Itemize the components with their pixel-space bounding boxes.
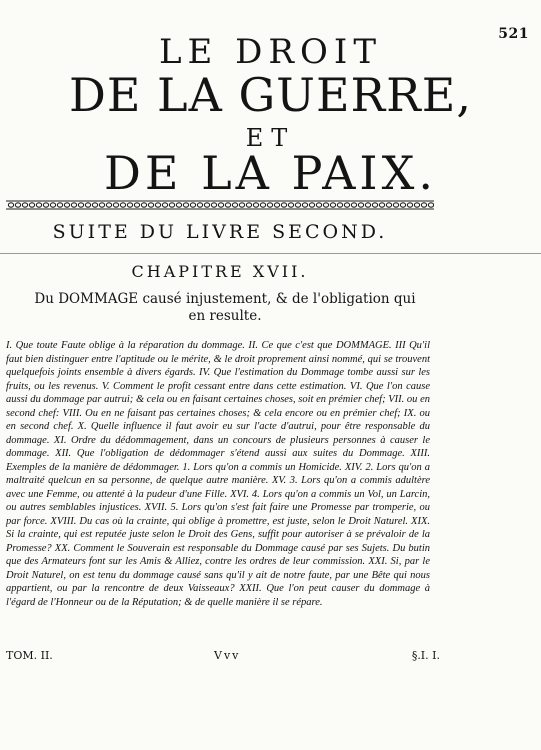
title-line-2: DE LA GUERRE, <box>68 68 473 122</box>
summary-paragraph: I. Que toute Faute oblige à la réparation du dommage. II. Ce que c'est que DOMMAGE. III Qu'il faut bien distinguer entre l'aptitude ou le mérite, & le droit proprement ainsi nommé, qui se trouvent quelquefois joints ensemble à divers égards. IV. Que l'estimation du Dommage tombe aussi sur les fruits, ou les revenus. V. Comment le profit cessant entre dans cette estimation. VI. Que l'on cause aussi du dommage par autrui; & cela ou en faisant certaines choses, soit en prémier chef; VII. ou en second chef: VIII. Ou en ne faisant pas certaines choses; & cela encore ou en prémier chef; IX. ou en second chef. X. Quelle influence il faut avoir eu sur l'acte d'autrui, pour être responsable du dommage. XI. Ordre du dédommagement, dans un concours de plusieurs personnes à causer le dommage. XII. Que l'obligation de dédommager s'étend aussi aux suites du Dommage. XIII. Exemples de la manière de dédommager. 1. Lors qu'on a commis un Homicide. XIV. 2. Lors qu'on a maltraité quelcun en sa personne, de quelque autre manière. XV. 3. Lors qu'on a commis adultère avec une Femme, ou attenté à la pudeur d'une Fille. XVI. 4. Lors qu'on a commis un Vol, un Larcin, ou autres semblables injustices. XVII. 5. Lors qu'on s'est fait faire une Promesse par tromperie, ou par force. XVIII. Du cas où la crainte, qui oblige à promettre, est juste, selon le Droit Naturel. XIX. Si la crainte, qui est reputée juste selon le Droit des Gens, suffit pour autoriser à se prévaloir de la Promesse? XX. Comment le Souverain est responsable du Dommage causé par ses Sujets. Du butin que des Armateurs font sur les Amis & Alliez, contre les ordres de leur commission. XXI. Si, par le Droit Naturel, on est tenu du dommage causé sans qu'il y ait de notre faute, par une Bête qui nous appartient, ou par la rencontre de deux Vaisseaux? XXII. Que l'on peut causer du dommage à l'égard de l'Honneur ou de la Réputation; & de quelle manière il se répare. <box>6 340 430 608</box>
page-number: 521 <box>498 26 529 42</box>
title-line-4: DE LA PAIX. <box>104 146 437 200</box>
page-footer <box>6 649 440 665</box>
title-line-1: LE DROIT <box>158 32 383 72</box>
chapter-summary <box>6 339 430 609</box>
tome-label: TOM. II. <box>6 649 53 662</box>
divider <box>0 253 541 254</box>
catchword: §.I. I. <box>411 649 440 662</box>
title-line-3: ET <box>245 124 296 152</box>
ornament-pattern-icon <box>6 200 434 210</box>
chapter-subtitle: Du DOMMAGE causé injustement, & de l'obligation qui en resulte. <box>34 291 416 324</box>
ornamental-band <box>6 200 434 210</box>
book-title: SUITE DU LIVRE SECOND. <box>52 221 388 243</box>
chapter-heading: CHAPITRE XVII. <box>131 262 309 281</box>
signature-mark: Vvv <box>214 649 241 662</box>
